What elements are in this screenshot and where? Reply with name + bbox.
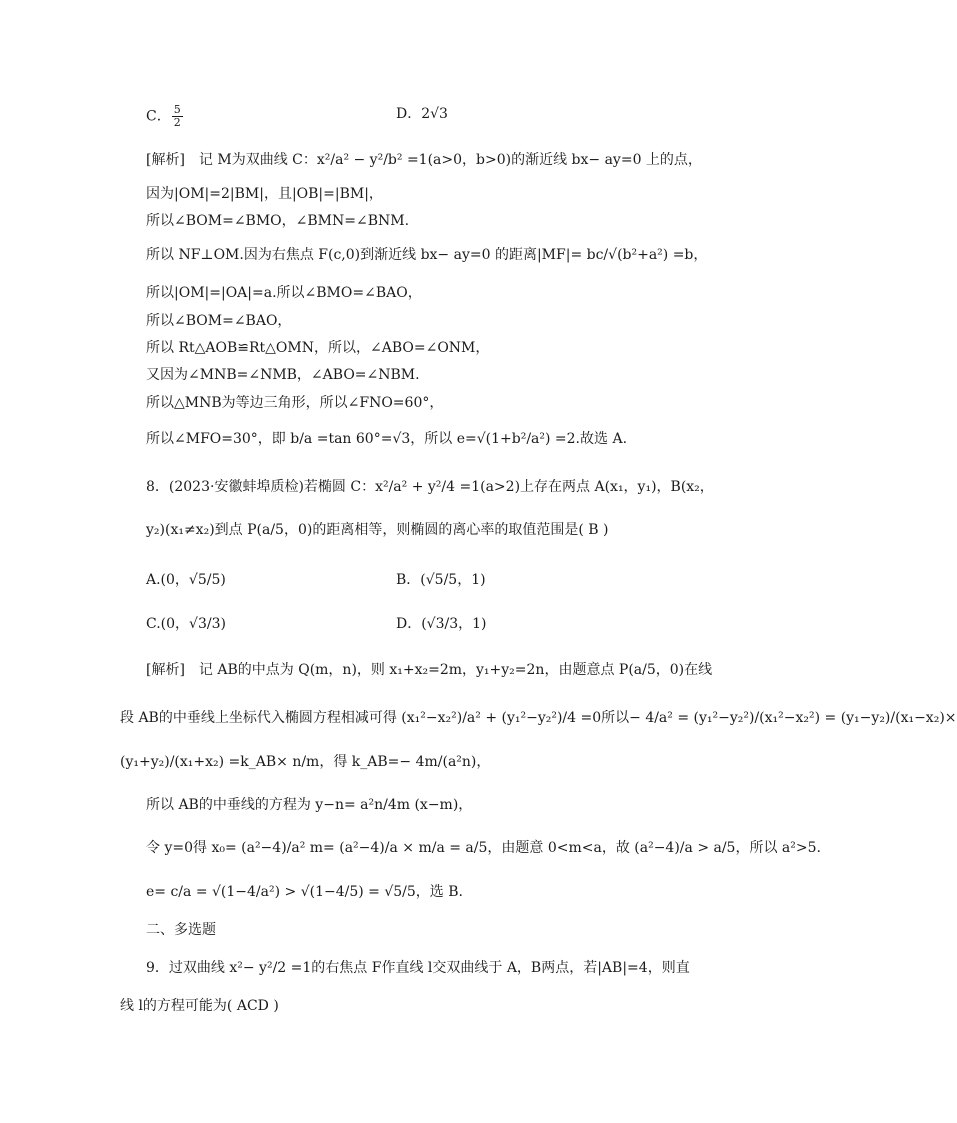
analysis-line-10: 所以∠MFO=30°，即 b/a =tan 60°=√3，所以 e=√(1+b²/a²) =2.故选 A. — [146, 431, 628, 447]
option-d-q8: D．(√3/3，1) — [396, 616, 487, 632]
question-9-line-1: 9．过双曲线 x²− y²/2 =1的右焦点 F作直线 l交双曲线于 A，B两点，若|AB|=4，则直 — [146, 960, 690, 976]
section-heading: 二、多选题 — [146, 922, 216, 938]
analysis8-line-3: (y₁+y₂)/(x₁+x₂) =k_AB× n/m，得 k_AB=− 4m/(a²n)， — [120, 754, 491, 770]
analysis-line-9: 所以△MNB为等边三角形，所以∠FNO=60°， — [146, 395, 444, 411]
option-a: A.(0，√5/5) — [146, 572, 226, 588]
analysis8-line-5: 令 y=0得 x₀= (a²−4)/a² m= (a²−4)/a × m/a = a/5，由题意 0<m<a，故 (a²−4)/a > a/5，所以 a²>5. — [146, 840, 821, 856]
fraction: $\frac{5}{2}$ — [173, 103, 181, 129]
analysis-line-7: 所以 Rt△AOB≌Rt△OMN，所以，∠ABO=∠ONM， — [146, 340, 490, 356]
analysis-line-3: 所以∠BOM=∠BMO，∠BMN=∠BNM. — [146, 213, 410, 229]
analysis8-line-1: [解析] 记 AB的中点为 Q(m，n)，则 x₁+x₂=2m，y₁+y₂=2n，由题意点 P(a/5，0)在线 — [146, 662, 713, 678]
question-8-line-1: 8．(2023·安徽蚌埠质检)若椭圆 C：x²/a² + y²/4 =1(a>2)上存在两点 A(x₁，y₁)，B(x₂， — [146, 479, 714, 495]
option-d: D．2√3 — [396, 106, 448, 122]
question-8-line-2: y₂)(x₁≠x₂)到点 P(a/5，0)的距离相等，则椭圆的离心率的取值范围是( B ) — [146, 522, 609, 538]
analysis-line-2: 因为|OM|=2|BM|，且|OB|=|BM|， — [146, 186, 383, 202]
analysis8-line-2: 段 AB的中垂线上坐标代入椭圆方程相减可得 (x₁²−x₂²)/a² + (y₁²−y₂²)/4 =0所以− 4/a² = (y₁²−y₂²)/(x₁²−x₂²) = (y₁−y₂)/(x₁−x₂)× — [120, 710, 957, 726]
analysis8-line-4: 所以 AB的中垂线的方程为 y−n= a²n/4m (x−m)， — [146, 797, 473, 813]
question-9-line-2: 线 l的方程可能为( ACD ) — [120, 998, 279, 1014]
analysis-line-5: 所以|OM|=|OA|=a.所以∠BMO=∠BAO， — [146, 285, 422, 301]
option-b: B．(√5/5，1) — [396, 572, 486, 588]
analysis8-line-6: e= c/a = √(1−4/a²) > √(1−4/5) = √5/5，选 B. — [146, 884, 463, 900]
option-c: C． $\frac{5}{2}$ — [146, 103, 181, 129]
analysis-line-1: [解析] 记 M为双曲线 C：x²/a² − y²/b² =1(a>0，b>0)的渐近线 bx− ay=0 上的点， — [146, 152, 702, 168]
option-c-q8: C.(0，√3/3) — [146, 616, 226, 632]
analysis-line-8: 又因为∠MNB=∠NMB，∠ABO=∠NBM. — [146, 367, 420, 383]
analysis-line-6: 所以∠BOM=∠BAO， — [146, 313, 292, 329]
analysis-line-4: 所以 NF⊥OM.因为右焦点 F(c,0)到渐近线 bx− ay=0 的距离|MF|= bc/√(b²+a²) =b， — [146, 247, 708, 263]
